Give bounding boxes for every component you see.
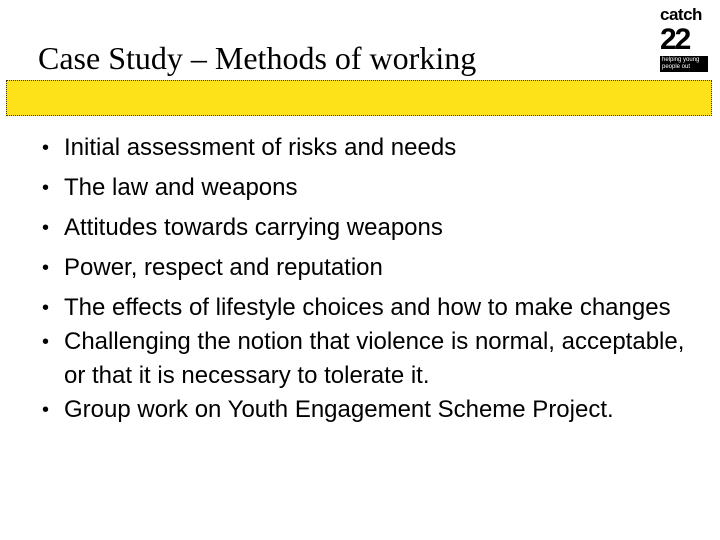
bullet-icon: • (42, 257, 50, 279)
yellow-header-bar (6, 80, 712, 116)
bullet-text: Initial assessment of risks and needs (64, 134, 457, 161)
bullet-icon: • (42, 177, 50, 199)
bullet-text: The law and weapons (64, 174, 298, 201)
bullet-text: Power, respect and reputation (64, 254, 383, 281)
list-item (42, 211, 692, 245)
bullet-list (42, 131, 692, 433)
list-item (42, 325, 692, 393)
logo-tagline: helping young people out (660, 56, 708, 72)
bullet-text: Challenging the notion that violence is normal, acceptable, or that it is necessary to tolerate it. (64, 328, 685, 389)
bullet-text: Attitudes towards carrying weapons (64, 214, 443, 241)
slide-title: Case Study – Methods of working (38, 40, 477, 76)
logo-number: 22 (660, 23, 690, 56)
list-item (42, 251, 692, 285)
catch22-logo (660, 6, 716, 72)
list-item (42, 291, 692, 325)
bullet-text: Group work on Youth Engagement Scheme Project. (64, 396, 614, 423)
bullet-icon: • (42, 399, 50, 421)
list-item (42, 131, 692, 165)
logo-word: catch (660, 5, 702, 24)
list-item (42, 171, 692, 205)
bullet-icon: • (42, 217, 50, 239)
bullet-icon: • (42, 297, 50, 319)
bullet-icon: • (42, 137, 50, 159)
bullet-text: The effects of lifestyle choices and how to make changes (64, 294, 671, 321)
bullet-icon: • (42, 331, 50, 353)
list-item (42, 393, 692, 427)
